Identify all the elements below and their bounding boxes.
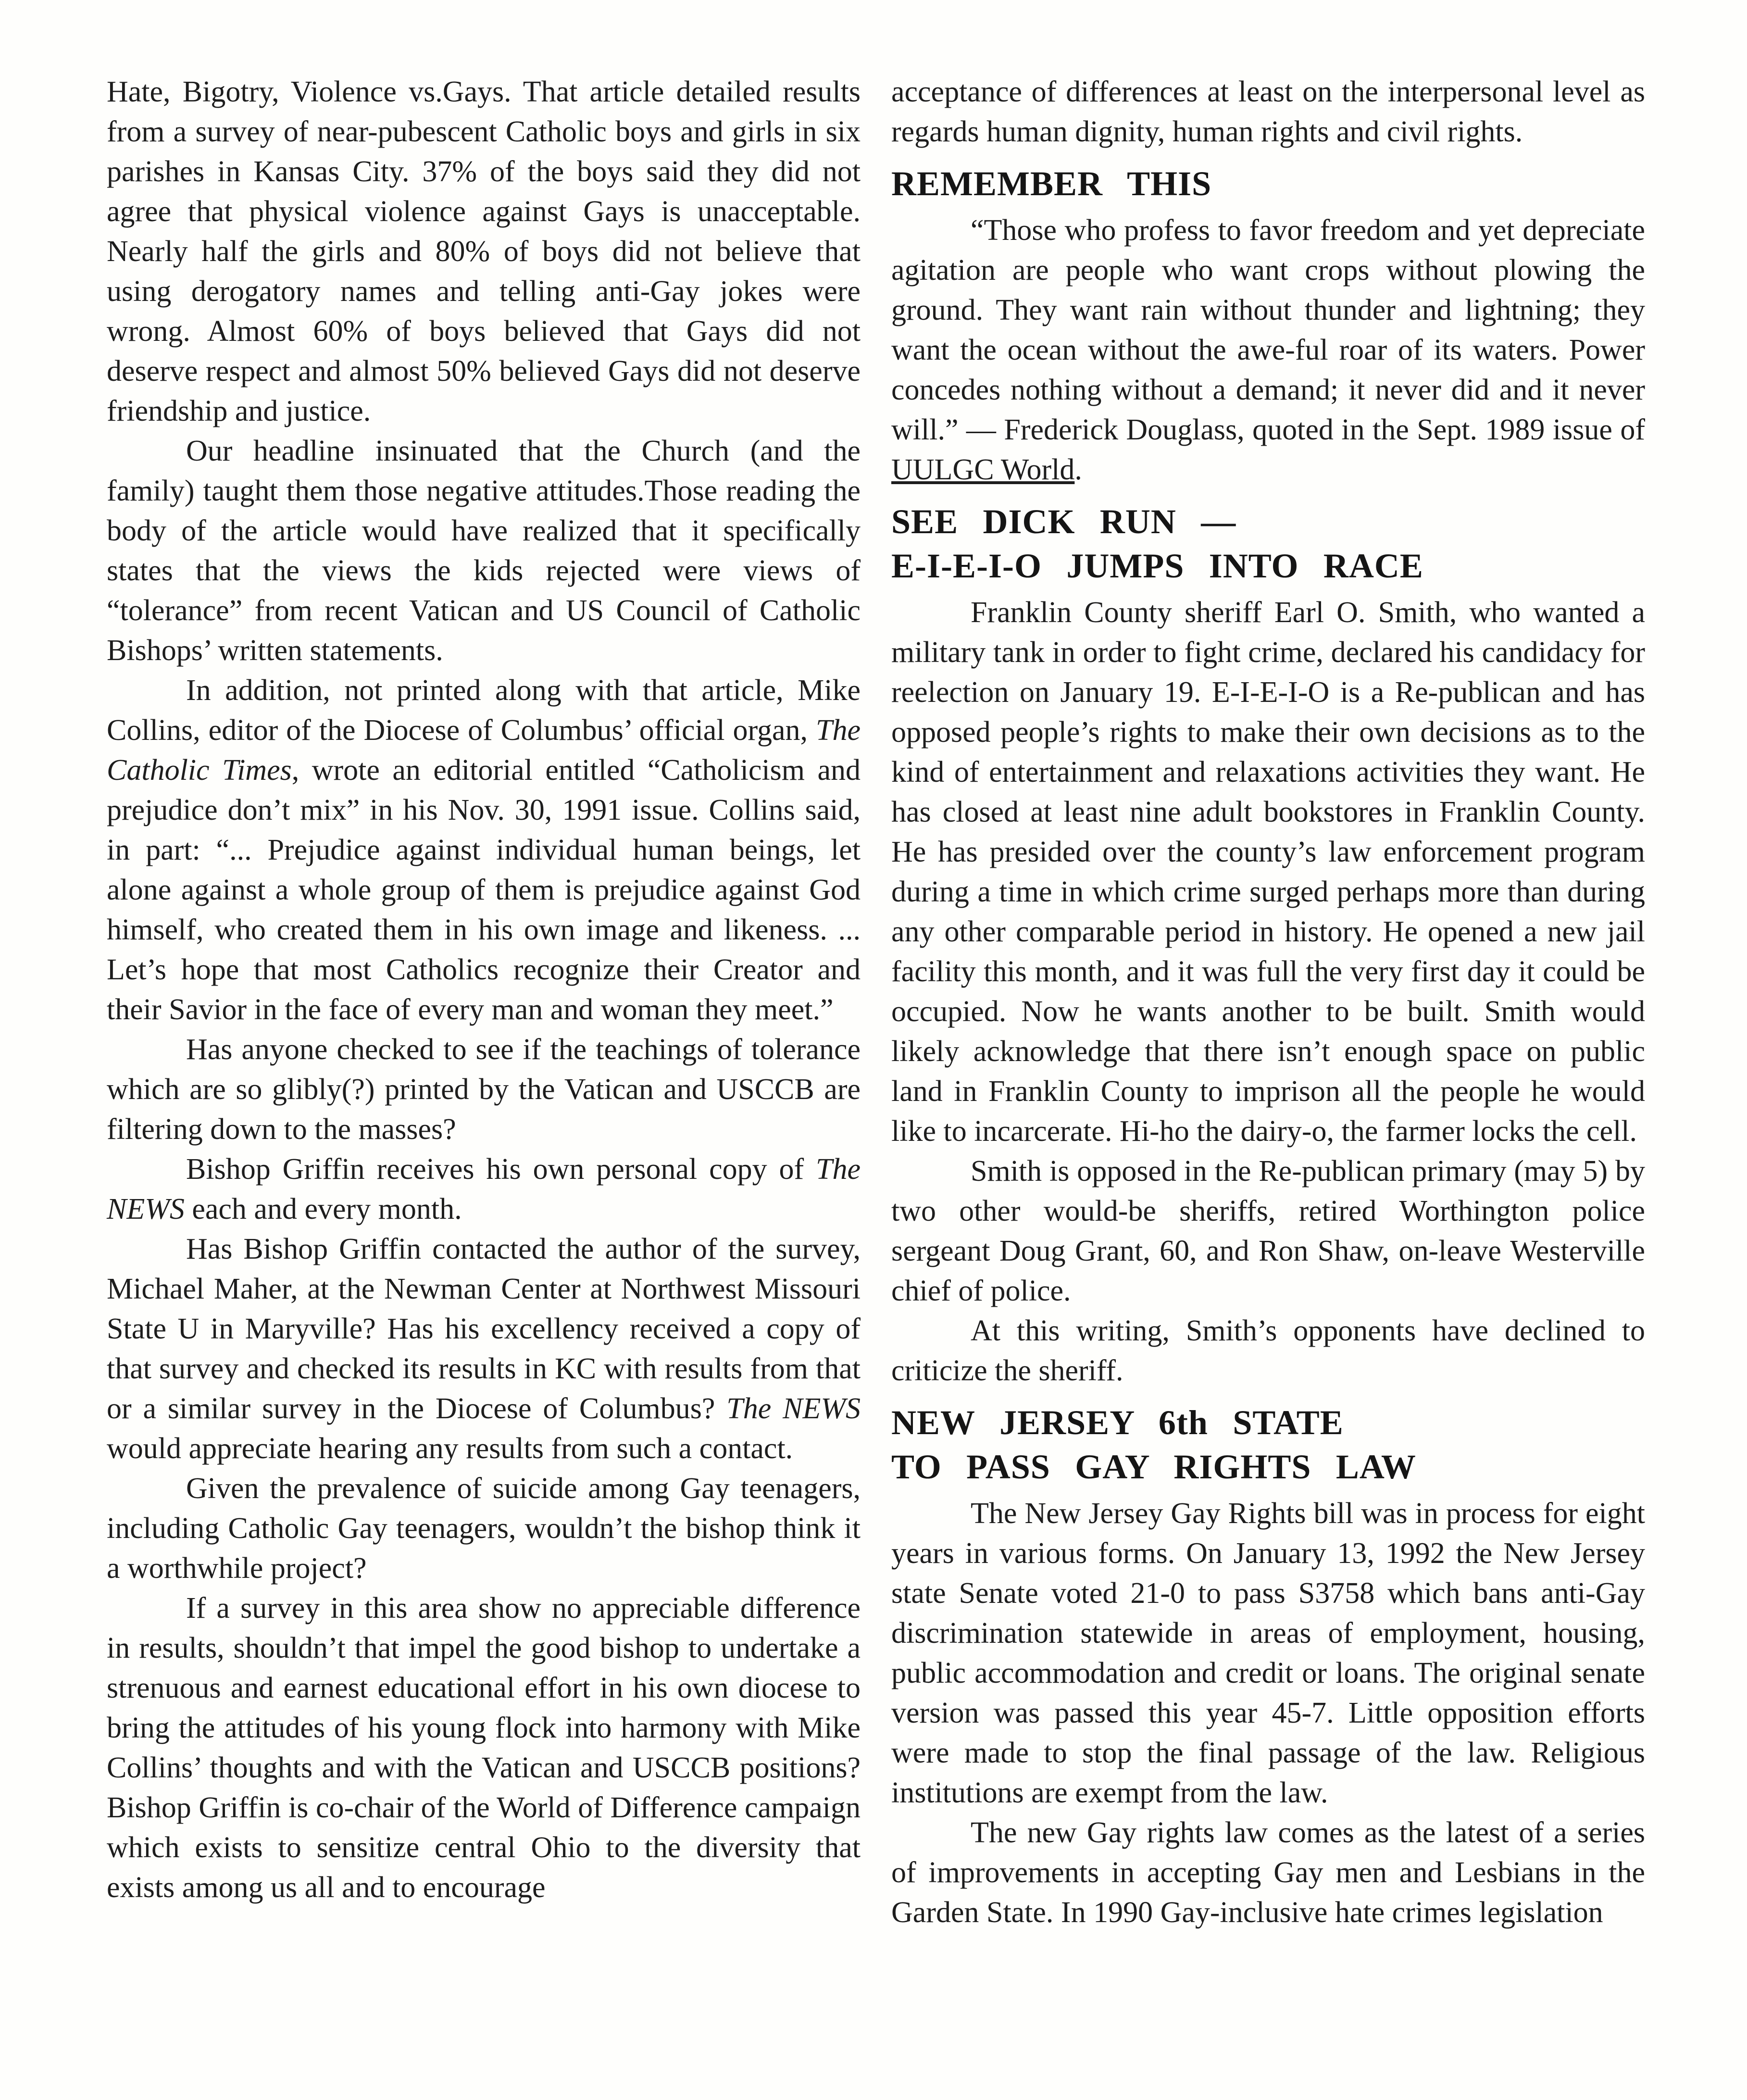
- body-paragraph: [891, 1151, 1645, 1311]
- section-heading: SEE DICK RUN — E-I-E-I-O JUMPS INTO RACE: [891, 502, 1423, 585]
- text-segment: Franklin County sheriff Earl O. Smith, who wanted a military tank in order to fight crime, declared his candidacy for reelection on January 19. E-I-E-I-O is a Re-publican and has opposed people’s rights to make their own decisions as to the kind of entertainment and relaxations activities they want. He has closed at least nine adult bookstores in Franklin County. He has presided over the county’s law enforcement program during a time in which crime surged perhaps more than during any other comparable period in history. He opened a new jail facility this month, and it was full the very first day it could be occupied. Now he wants another to be built. Smith would likely acknowledge that there isn’t enough space on public land in Franklin County to imprison all the people he would like to incarcerate. Hi-ho the dairy-o, the farmer locks the cell.: [891, 596, 1645, 1148]
- text-segment: , wrote an editorial entitled “Catholicism and prejudice don’t mix” in his Nov. 30, 1991 issue. Collins said, in part: “... Prejudice against individual human beings, let alone against a whole group of them is prejudice against God himself, who created them in his own image and likeness. ... Let’s hope that most Catholics recognize their Creator and their Savior in the face of every man and woman they meet.”: [107, 754, 861, 1026]
- body-paragraph: [107, 1588, 861, 1908]
- text-segment: The new Gay rights law comes as the latest of a series of improvements in accepting Gay men and Lesbians in the Garden State. In 1990 Gay-inclusive hate crimes legislation: [891, 1816, 1645, 1929]
- right-column: [891, 72, 1645, 1933]
- text-segment: The New Jersey Gay Rights bill was in process for eight years in various forms. On January 13, 1992 the New Jersey state Senate voted 21-0 to pass S3758 which bans anti-Gay discrimination statewide in areas of employment, housing, public accommodation and credit or loans. The original senate version was passed this year 45-7. Little opposition efforts were made to stop the final passage of the law. Religious institutions are exempt from the law.: [891, 1497, 1645, 1809]
- text-segment: Has anyone checked to see if the teachings of tolerance which are so glibly(?) printed by the Vatican and USCCB are filtering down to the masses?: [107, 1033, 861, 1146]
- text-segment-italic: The NEWS: [726, 1392, 861, 1425]
- text-segment-italic: The NEWS: [107, 1153, 861, 1225]
- section-heading: REMEMBER THIS: [891, 164, 1212, 203]
- text-segment: “Those who profess to favor freedom and yet depreciate agitation are people who want crops without plowing the ground. They want rain without thunder and lightning; they want the ocean without the awe-ful roar of its waters. Power concedes nothing without a demand; it never did and it never will.” — Frederick Douglass, quoted in the Sept. 1989 issue of: [891, 214, 1645, 446]
- text-segment: Smith is opposed in the Re-publican primary (may 5) by two other would-be sheriffs, retired Worthington police sergeant Doug Grant, 60, and Ron Shaw, on-leave Westerville chief of police.: [891, 1155, 1645, 1307]
- body-paragraph: [107, 72, 861, 431]
- body-paragraph: [891, 593, 1645, 1151]
- text-segment: Given the prevalence of suicide among Gay teenagers, including Catholic Gay teenagers, wouldn’t the bishop think it a worthwhile project?: [107, 1472, 861, 1585]
- text-segment: Our headline insinuated that the Church (and the family) taught them those negative attitudes.Those reading the body of the article would have realized that it specifically states that the views the kids rejected were views of “tolerance” from recent Vatican and US Council of Catholic Bishops’ written statements.: [107, 435, 861, 667]
- text-segment: If a survey in this area show no appreciable difference in results, shouldn’t that impel the good bishop to undertake a strenuous and earnest educational effort in his own diocese to bring the attitudes of his young flock into harmony with Mike Collins’ thoughts and with the Vatican and USCCB positions? Bishop Griffin is co-chair of the World of Difference campaign which exists to sensitize central Ohio to the diversity that exists among us all and to encourage: [107, 1592, 861, 1904]
- body-paragraph: [891, 72, 1645, 152]
- text-segment: Hate, Bigotry, Violence vs.Gays. That article detailed results from a survey of near-pubescent Catholic boys and girls in six parishes in Kansas City. 37% of the boys said they did not agree that physical violence against Gays is unacceptable. Nearly half the girls and 80% of boys did not believe that using derogatory names and telling anti-Gay jokes were wrong. Almost 60% of boys believed that Gays did not deserve respect and almost 50% believed Gays did not deserve friendship and justice.: [107, 75, 861, 427]
- text-segment: At this writing, Smith’s opponents have declined to criticize the sheriff.: [891, 1314, 1645, 1387]
- text-segment-underline: UULGC World: [891, 453, 1075, 486]
- body-paragraph: [891, 211, 1645, 490]
- body-paragraph: [107, 1469, 861, 1588]
- body-paragraph: [107, 1150, 861, 1229]
- text-segment: .: [1074, 453, 1082, 486]
- text-segment-italic: The Catholic Times: [107, 714, 861, 787]
- body-paragraph: [107, 1030, 861, 1150]
- text-segment: In addition, not printed along with that article, Mike Collins, editor of the Diocese of Columbus’ official organ,: [107, 674, 861, 747]
- body-paragraph: [891, 1813, 1645, 1933]
- text-segment: Bishop Griffin receives his own personal copy of: [186, 1153, 816, 1186]
- body-paragraph: [107, 671, 861, 1030]
- body-paragraph: [891, 1311, 1645, 1391]
- text-segment: would appreciate hearing any results from such a contact.: [107, 1432, 793, 1465]
- text-segment: Has Bishop Griffin contacted the author of the survey, Michael Maher, at the Newman Center at Northwest Missouri State U in Maryville? Has his excellency received a copy of that survey and checked its results in KC with results from that or a similar survey in the Diocese of Columbus?: [107, 1233, 861, 1425]
- body-paragraph: [891, 1494, 1645, 1813]
- left-column: [107, 72, 861, 1933]
- text-segment: acceptance of differences at least on the interpersonal level as regards human dignity, human rights and civil rights.: [891, 75, 1645, 148]
- body-paragraph: [107, 431, 861, 671]
- section-heading: NEW JERSEY 6th STATE TO PASS GAY RIGHTS LAW: [891, 1403, 1416, 1486]
- text-segment: each and every month.: [184, 1193, 462, 1225]
- body-paragraph: [107, 1229, 861, 1469]
